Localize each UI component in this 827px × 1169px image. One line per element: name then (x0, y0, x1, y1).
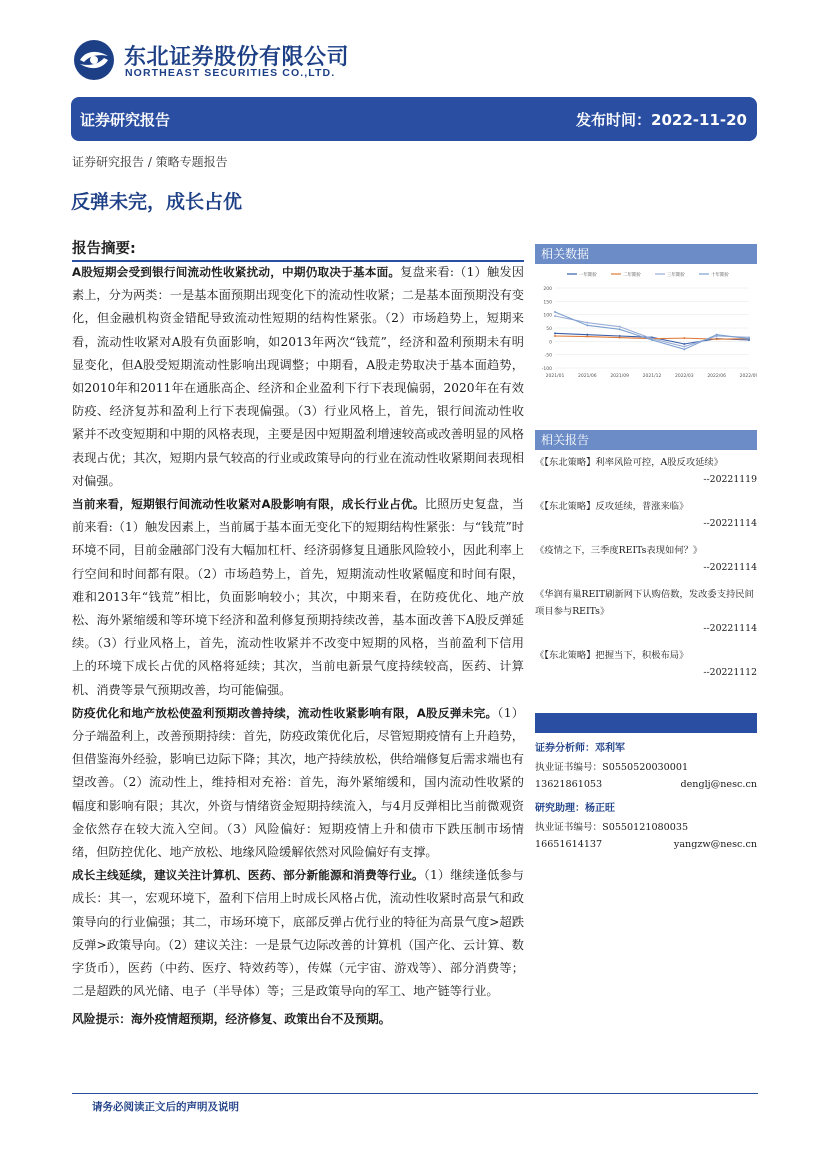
analysts-panel-header (535, 713, 757, 733)
analysts-panel (535, 713, 757, 853)
analyst-name: 研究助理：杨正旺 (535, 803, 615, 814)
series-point (683, 348, 685, 350)
report-banner (71, 97, 757, 141)
series-point (683, 337, 685, 339)
related-report-link[interactable]: 《【东北策略】利率风险可控，A股反攻延续》 (535, 457, 724, 468)
related-report-link[interactable]: 《【东北策略】把握当下，积极布局》 (535, 650, 689, 661)
analyst-name: 证券分析师：邓利军 (535, 743, 625, 754)
series-point (554, 315, 556, 317)
analyst-cert (535, 759, 757, 776)
series-point (586, 322, 588, 324)
series-point (651, 339, 653, 341)
risk-label: 风险提示： (72, 1011, 131, 1026)
analyst-contact (535, 836, 757, 853)
abstract-rule (72, 260, 524, 262)
x-tick-label: 2022/06 (707, 374, 727, 379)
series-point (716, 338, 718, 340)
y-tick-label: -50 (544, 353, 552, 359)
y-tick-label: 0 (549, 340, 552, 346)
related-report-date: --20221114 (703, 623, 757, 634)
breadcrumb: 证券研究报告 / 策略专题报告 (72, 155, 228, 169)
related-report-link[interactable]: 《【东北策略】反攻延续，普涨来临》 (535, 501, 689, 512)
paragraph-lead: 防疫优化和地产放松使盈利预期改善持续，流动性收紧影响有限，A股反弹未完。 (72, 705, 498, 720)
risk-warning (72, 1008, 524, 1031)
series-point (716, 334, 718, 336)
series-point (586, 334, 588, 336)
footer-rule (72, 1093, 758, 1094)
series-line (555, 316, 749, 347)
related-report-date: --20221119 (703, 474, 757, 485)
abstract-section (72, 237, 524, 1031)
legend-label: 十年期价 (711, 273, 729, 278)
banner-report-type: 证券研究报告 (80, 111, 171, 129)
related-report-link[interactable]: 《华润有巢REIT刷新网下认购倍数，发改委支持民间项目参与REITs》 (535, 589, 754, 617)
banner-publish-date: 发布时间：2022-11-20 (576, 111, 747, 129)
analyst-cert (535, 819, 757, 836)
analyst-email[interactable]: denglj@nesc.cn (680, 779, 757, 790)
series-point (619, 328, 621, 330)
paragraph-lead: 当前来看，短期银行间流动性收紧对A股影响有限，成长行业占优。 (72, 497, 425, 512)
legend-label: 二年期价 (623, 273, 641, 278)
series-line (555, 312, 749, 349)
company-name-en: NORTHEAST SECURITIES CO.,LTD. (125, 67, 336, 79)
analyst-phone: 13621861053 (535, 779, 603, 790)
analyst-cert-number: 执业证书编号：S0550121080035 (535, 822, 689, 833)
legend-label: 一年期价 (579, 273, 597, 278)
paragraph-body: 复盘来看:（1）触发因素上，分为两类：一是基本面预期出现变化下的流动性收紧；二是基本面预期没有变化，但金融机构资金错配导致流动性短期的结构性紧张。（2）市场趋势上，短期来看，流动性收紧对A股有负面影响，如2013年两次“钱荒”，经济和盈利预期未有明显变化，但A股受短期流动性影响出现调整；中期看，A股走势取决于基本面趋势，如2010年和2011年在通胀高企、经济和企业盈利下行下表现偏弱，2020年在有效防疫、经济复苏和盈利上行下表现偏强。（3）行业风格上，首先，银行间流动性收紧并不改变短期和中期的风格表现，主要是因中短期盈利增速较高或改善明显的风格表现占优；其次，短期内景气较高的行业或政策导向的行业在流动性收紧期间表现相对偏强。 (72, 265, 524, 488)
related-reports-panel (535, 430, 757, 691)
y-tick-label: 100 (543, 313, 552, 319)
paragraph-body: （1）继续逢低参与成长：其一，宏观环境下，盈利下信用上时成长风格占优，流动性收紧时高景气和政策导向的行业偏强；其二，市场环境下，底部反弹占优行业的特征为高景气度>超跌反弹>政策导向。（2）建议关注：一是景气边际改善的计算机（国产化、云计算、数字货币），医药（中药、医疗、特效药等），传媒（元宇宙、游戏等）、部分消费等；二是超跌的风光储、电子（半导体）等；三是政策导向的军工、地产链等行业。 (72, 868, 524, 999)
paragraph-body: 比照历史复盘，当前来看:（1）触发因素上，当前属于基本面无变化下的短期结构性紧张：与“钱荒”时环境不同，目前金融部门没有大幅加杠杆、经济弱修复且通胀风险较小，因此利率上行空间和时间都有限。（2）市场趋势上，首先，短期流动性收紧幅度和时间有限，难和2013年“钱荒”相比，负面影响较小；其次，中期来看，在防疫优化、地产放松、海外紧缩缓和等环境下经济和盈利修复预期持续改善，基本面改善下A股反弹延续。（3）行业风格上，首先，流动性收紧并不改变中短期的风格，当前盈利下信用上的环境下成长占优的风格将延续；其次，当前电新景气度持续较高，医药、计算机、消费等景气预期改善，均可能偏强。 (72, 497, 524, 697)
related-data-chart (535, 266, 757, 384)
y-tick-label: 50 (546, 327, 552, 332)
paragraph-lead: 成长主线延续，建议关注计算机、医药、部分新能源和消费等行业。 (72, 868, 424, 883)
abstract-paragraph (72, 864, 524, 1003)
line-chart (535, 266, 757, 384)
y-tick-label: -100 (541, 367, 552, 372)
series-point (619, 337, 621, 339)
company-logo-icon (72, 38, 116, 82)
analyst-cert-number: 执业证书编号：S0550520030001 (535, 762, 689, 773)
paragraph-body: （1）分子端盈利上，改善预期持续：首先，防疫政策优化后，尽管短期疫情有上升趋势，但借鉴海外经验，影响已边际下降；其次，地产持续放松，供给端修复后需求端也有望改善。（2）流动性上，维持相对充裕：首先，海外紧缩缓和，国内流动性收紧的幅度和影响有限；其次，外资与情绪资金短期持续流入，与4月反弹相比当前微观资金依然存在较大流入空间。（3）风险偏好：短期疫情上升和债市下跌压制市场情绪，但防控优化、地产放松、地缘风险缓解依然对风险偏好有支撑。 (72, 705, 524, 860)
related-data-panel (535, 244, 757, 264)
risk-text: 海外疫情超预期，经济修复、政策出台不及预期。 (131, 1011, 391, 1026)
related-report-date: --20221112 (703, 667, 757, 678)
report-title: 反弹未完，成长占优 (71, 191, 243, 213)
abstract-heading: 报告摘要: (72, 241, 136, 257)
x-tick-label: 2022/09 (739, 374, 757, 379)
abstract-paragraphs (72, 261, 524, 1004)
y-tick-label: 200 (543, 287, 552, 292)
related-report-link[interactable]: 《疫情之下，三季度REITs表现如何？》 (535, 545, 703, 556)
abstract-paragraph (72, 493, 524, 702)
series-point (586, 336, 588, 338)
legend-label: 三年期价 (667, 273, 685, 278)
paragraph-lead: A股短期会受到银行间流动性收紧扰动，中期仍取决于基本面。 (72, 265, 401, 279)
related-report-date: --20221114 (703, 562, 757, 573)
series-point (683, 346, 685, 348)
analyst-email[interactable]: yangzw@nesc.cn (673, 839, 757, 850)
x-tick-label: 2021/01 (545, 374, 565, 379)
series-point (619, 326, 621, 328)
related-data-title: 相关数据 (535, 244, 757, 264)
series-point (554, 335, 556, 337)
y-tick-label: 150 (543, 300, 552, 306)
series-point (683, 343, 685, 345)
company-name-cn: 东北证券股份有限公司 (124, 45, 350, 70)
x-tick-label: 2021/12 (642, 374, 662, 379)
related-report-date: --20221114 (703, 518, 757, 529)
series-point (554, 311, 556, 313)
footer-disclaimer[interactable]: 请务必阅读正文后的声明及说明 (92, 1101, 239, 1113)
analyst-contact (535, 776, 757, 793)
x-tick-label: 2021/09 (610, 374, 630, 379)
related-reports-title: 相关报告 (535, 430, 757, 450)
series-point (748, 338, 750, 340)
series-point (554, 332, 556, 334)
analyst-phone: 16651614137 (535, 839, 603, 850)
x-tick-label: 2021/06 (577, 374, 597, 379)
abstract-paragraph (72, 702, 524, 864)
x-tick-label: 2022/03 (674, 374, 694, 379)
series-point (586, 324, 588, 326)
abstract-paragraph (72, 261, 524, 493)
